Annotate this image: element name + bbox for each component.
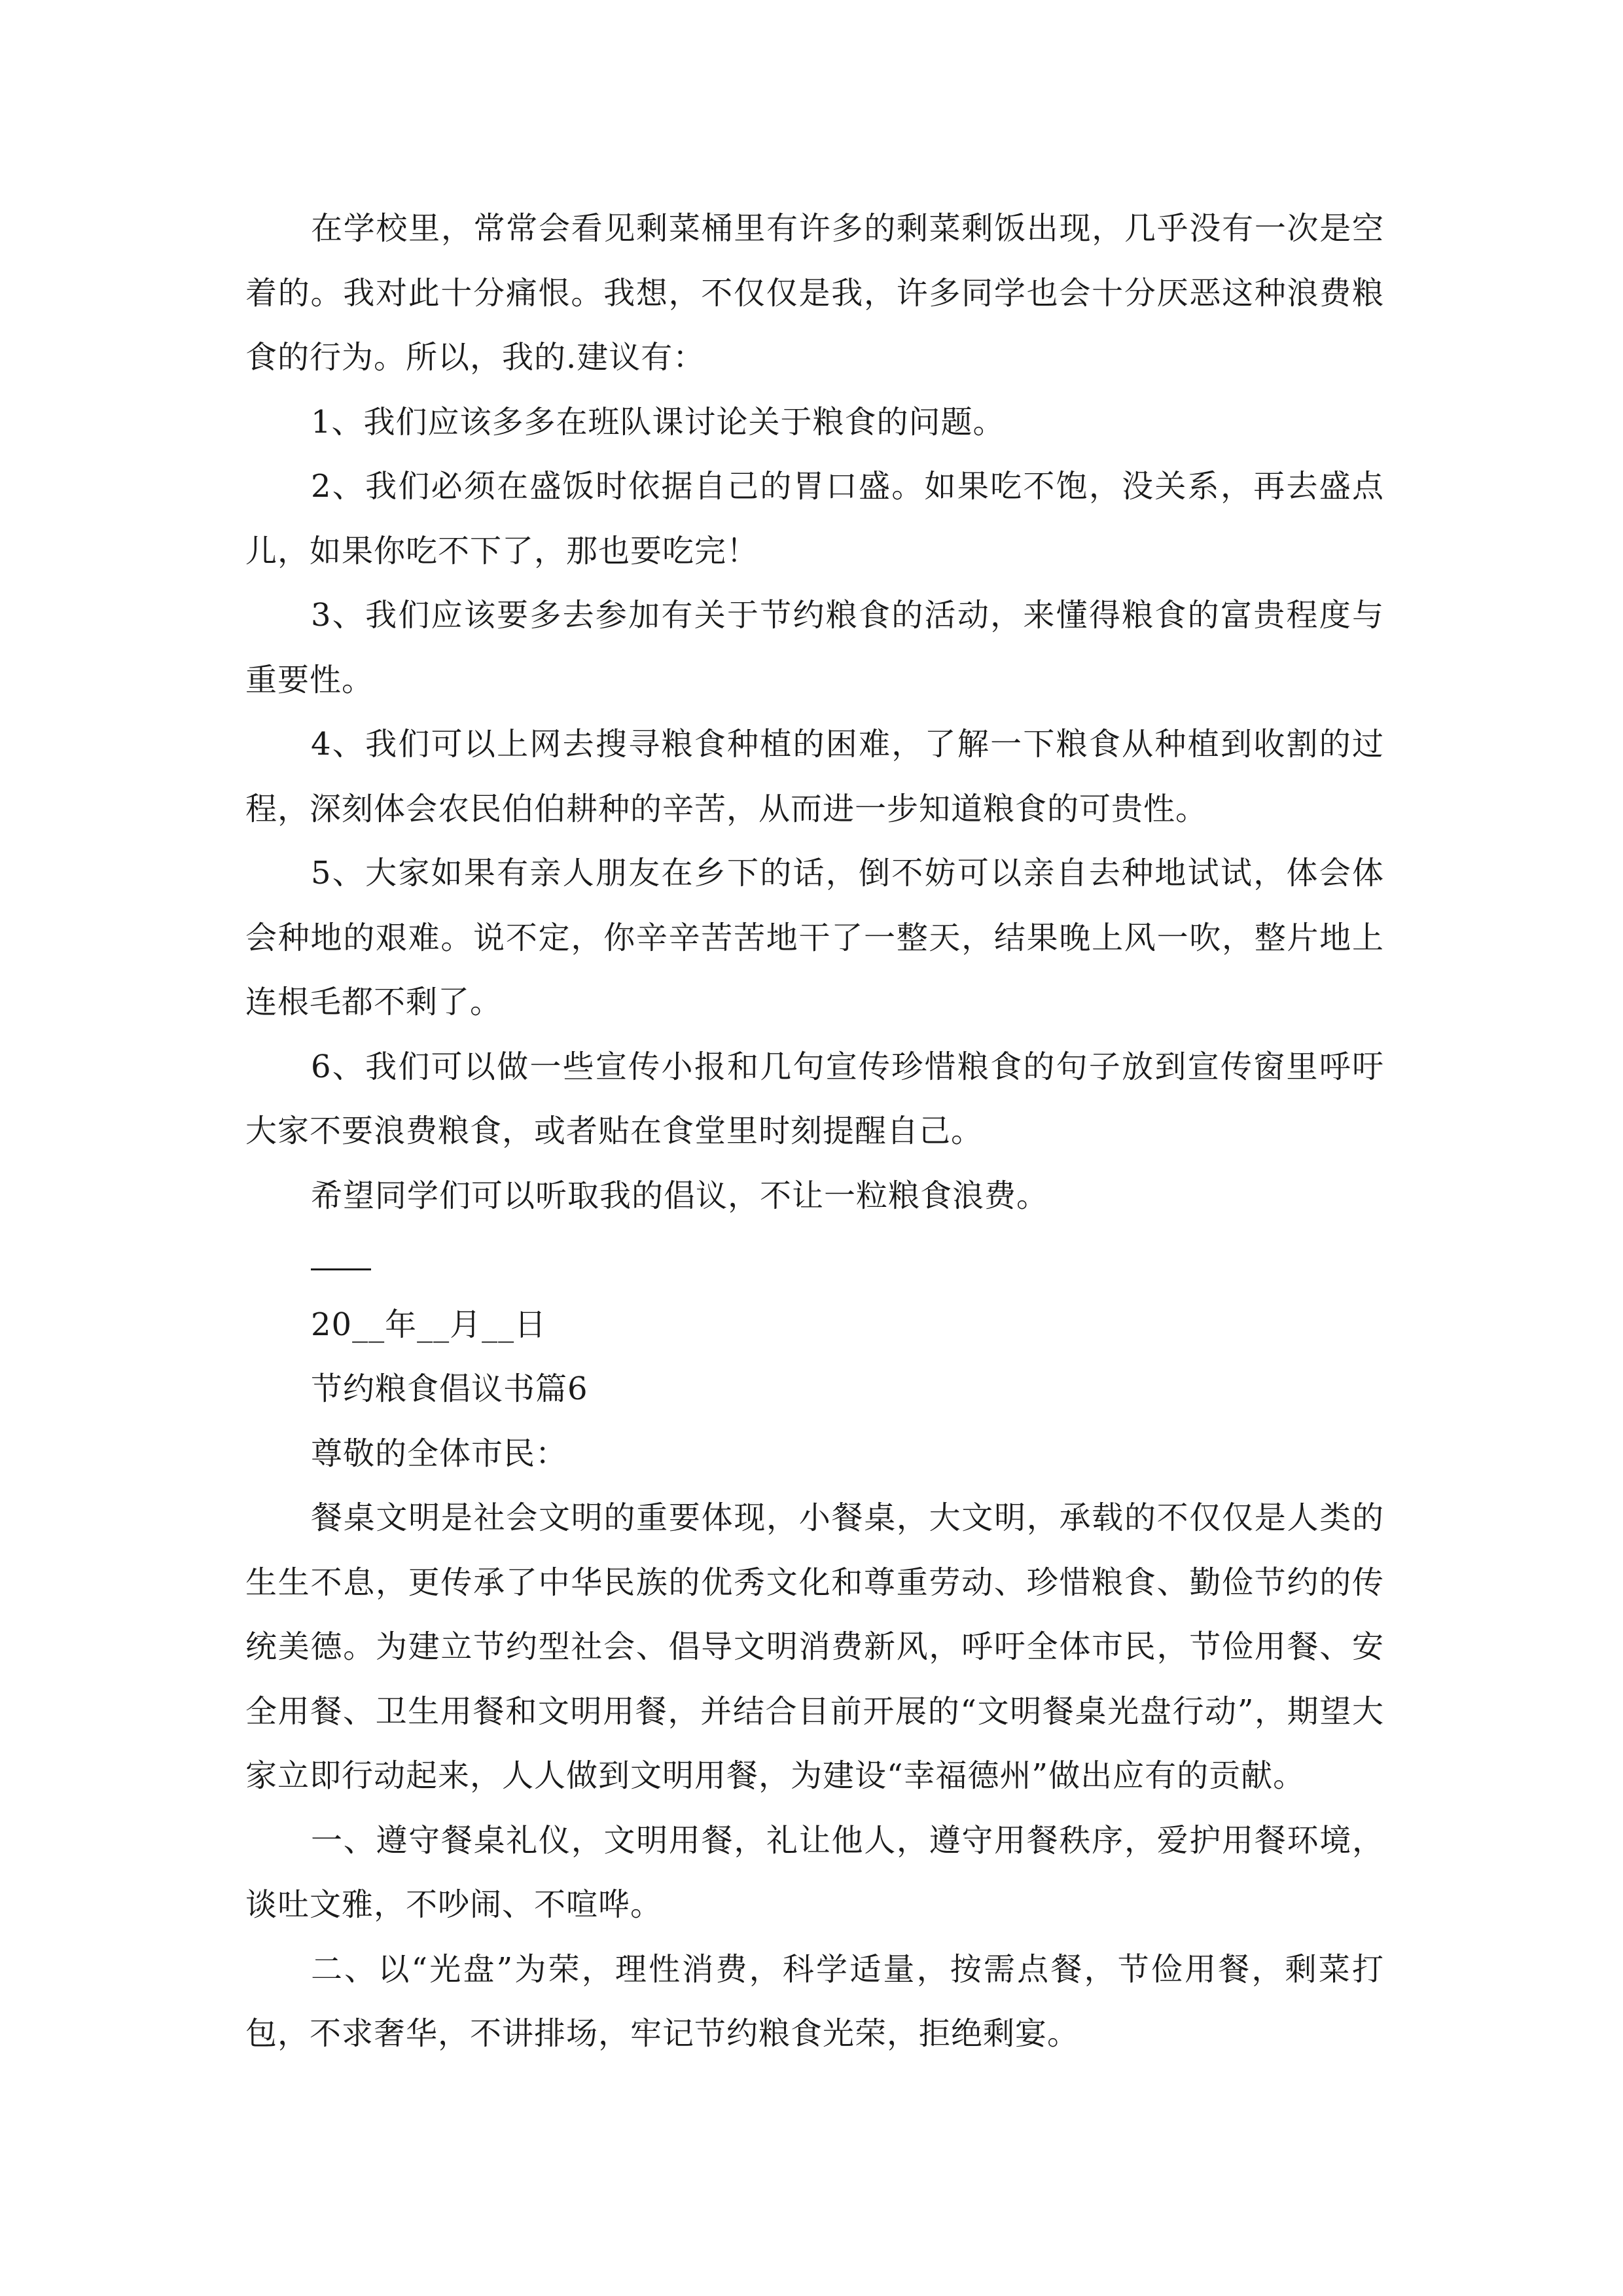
document-body <box>245 196 1384 2066</box>
suggestion-4: 4、我们可以上网去搜寻粮食种植的困难，了解一下粮食从种植到收割的过程，深刻体会农民伯伯耕种的辛苦，从而进一步知道粮食的可贵性。 <box>245 726 1384 827</box>
suggestion-2: 2、我们必须在盛饭时依据自己的胃口盛。如果吃不饱，没关系，再去盛点儿，如果你吃不下了，那也要吃完！ <box>245 468 1384 569</box>
section-title: 节约粮食倡议书篇6 <box>311 1371 588 1407</box>
signature-blank-line <box>311 1249 371 1270</box>
suggestion-1: 1、我们应该多多在班队课讨论关于粮食的问题。 <box>311 403 1005 440</box>
signature-blank-row <box>245 1228 1384 1293</box>
initiative-2: 二、以“光盘”为荣，理性消费，科学适量，按需点餐，节俭用餐，剩菜打包，不求奢华，不讲排场，牢记节约粮食光荣，拒绝剩宴。 <box>245 1950 1384 2052</box>
date-line: 20__年__月__日 <box>311 1306 547 1343</box>
salutation: 尊敬的全体市民： <box>311 1435 568 1472</box>
closing-hope: 希望同学们可以听取我的倡议，不让一粒粮食浪费。 <box>311 1177 1049 1214</box>
paragraph-dining-civility: 餐桌文明是社会文明的重要体现，小餐桌，大文明，承载的不仅仅是人类的生生不息，更传承了中华民族的优秀文化和尊重劳动、珍惜粮食、勤俭节约的传统美德。为建立节约型社会、倡导文明消费新风，呼吁全体市民，节俭用餐、安全用餐、卫生用餐和文明用餐，并结合目前开展的“文明餐桌光盘行动”，期望大家立即行动起来，人人做到文明用餐，为建设“幸福德州”做出应有的贡献。 <box>245 1499 1384 1794</box>
initiative-1: 一、遵守餐桌礼仪，文明用餐，礼让他人，遵守用餐秩序，爱护用餐环境，谈吐文雅，不吵闹、不喧哗。 <box>245 1821 1384 1923</box>
suggestion-3: 3、我们应该要多去参加有关于节约粮食的活动，来懂得粮食的富贵程度与重要性。 <box>245 597 1384 698</box>
suggestion-6: 6、我们可以做一些宣传小报和几句宣传珍惜粮食的句子放到宣传窗里呼吁大家不要浪费粮食，或者贴在食堂里时刻提醒自己。 <box>245 1048 1384 1149</box>
suggestion-5: 5、大家如果有亲人朋友在乡下的话，倒不妨可以亲自去种地试试，体会体会种地的艰难。说不定，你辛辛苦苦地干了一整天，结果晚上风一吹，整片地上连根毛都不剩了。 <box>245 855 1384 1020</box>
paragraph-intro: 在学校里，常常会看见剩菜桶里有许多的剩菜剩饭出现，几乎没有一次是空着的。我对此十分痛恨。我想，不仅仅是我，许多同学也会十分厌恶这种浪费粮食的行为。所以，我的.建议有： <box>245 210 1384 376</box>
